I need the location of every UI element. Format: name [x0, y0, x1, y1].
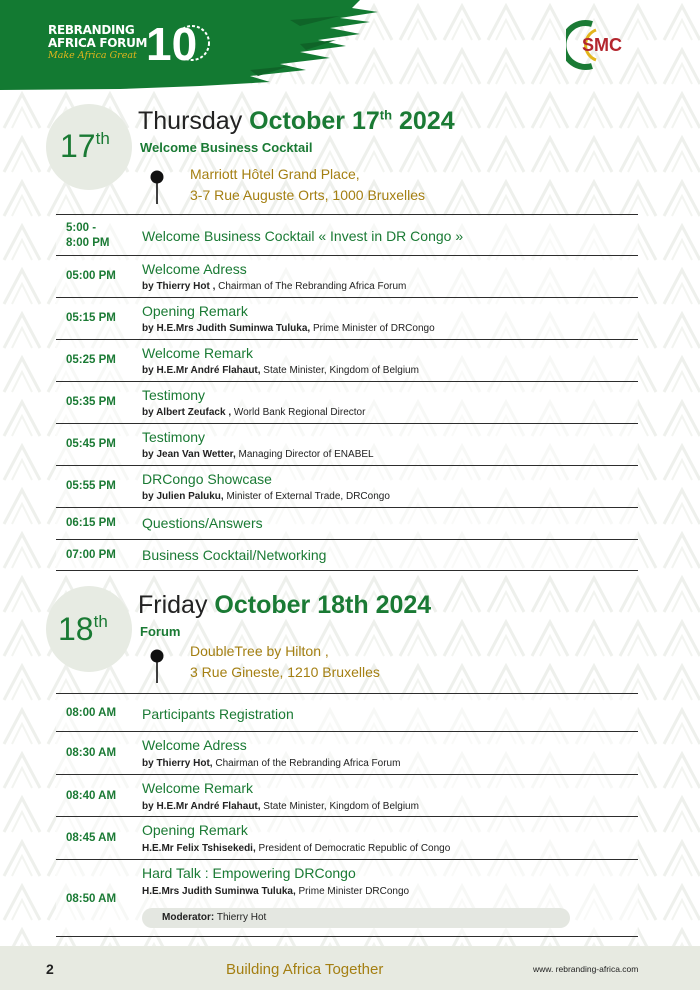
partner-logo-text: SMC: [582, 35, 622, 55]
page-number: 2: [46, 961, 54, 977]
row-time: 06:15 PM: [66, 517, 116, 529]
footer-url: www. rebranding-africa.com: [533, 964, 639, 974]
tenth-anniversary-logo: [146, 20, 212, 66]
row-title: Opening Remark: [142, 822, 248, 838]
day1-title: Thursday October 17th 2024: [138, 107, 455, 135]
schedule-row: [56, 774, 638, 816]
row-title: Hard Talk : Empowering DRCongo: [142, 865, 356, 881]
logo-line1: REBRANDING: [48, 23, 135, 37]
row-title: Welcome Adress: [142, 261, 247, 277]
row-time: 5:00 - 8:00 PM: [66, 222, 110, 249]
row-time: 08:00 AM: [66, 707, 117, 719]
day1-date-year: 2024: [399, 107, 455, 135]
schedule-row: [56, 731, 638, 774]
day1-venue-line2: 3-7 Rue Auguste Orts, 1000 Bruxelles: [190, 187, 426, 203]
row-speaker: by Thierry Hot, Chairman of the Rebranding Africa Forum: [142, 758, 401, 769]
day2-weekday: Friday: [138, 591, 208, 619]
schedule-row: [56, 214, 638, 255]
row-speaker: H.E.Mr Felix Tshisekedi, President of Democratic Republic of Congo: [142, 843, 451, 854]
schedule-row: [56, 255, 638, 297]
day2-subtitle: Forum: [140, 624, 181, 639]
moderator-badge: Moderator: Thierry Hot: [142, 908, 570, 928]
schedule-row: [56, 539, 638, 571]
row-time: 05:15 PM: [66, 312, 116, 324]
row-time: 05:55 PM: [66, 480, 116, 492]
row-title: Welcome Remark: [142, 345, 253, 361]
day2-date: October 18th 2024: [214, 591, 432, 619]
schedule-row: [56, 381, 638, 423]
logo-anniversary: 10: [146, 20, 198, 66]
day1-schedule-table: [56, 214, 638, 571]
schedule-row: [56, 339, 638, 381]
logo-tagline: Make Africa Great: [48, 50, 137, 61]
row-title: Opening Remark: [142, 303, 248, 319]
day2-title: [138, 591, 431, 620]
schedule-row: [56, 859, 638, 937]
logo-line2: AFRICA FORUM: [48, 36, 148, 50]
schedule-row: [56, 816, 638, 859]
day1-subtitle: Welcome Business Cocktail: [140, 140, 313, 155]
row-time: 05:00 PM: [66, 270, 116, 282]
day2-venue: [190, 641, 380, 683]
row-time: 08:50 AM: [66, 893, 117, 905]
day1-weekday: Thursday: [138, 107, 243, 135]
rebranding-africa-logo: [48, 24, 147, 62]
page-footer: [0, 946, 700, 990]
row-title: Welcome Adress: [142, 737, 247, 753]
row-speaker: by Julien Paluku, Minister of External Trade, DRCongo: [142, 491, 390, 502]
row-title: Welcome Business Cocktail « Invest in DR Congo »: [142, 228, 464, 244]
row-speaker: by Jean Van Wetter, Managing Director of ENABEL: [142, 449, 374, 460]
schedule-row: [56, 465, 638, 507]
row-title: Questions/Answers: [142, 515, 263, 531]
schedule-row: [56, 423, 638, 465]
row-speaker: H.E.Mrs Judith Suminwa Tuluka, Prime Minister DRCongo: [142, 886, 410, 897]
day1-venue-line1: Marriott Hôtel Grand Place,: [190, 166, 360, 182]
row-time: 05:45 PM: [66, 438, 116, 450]
day2-number: 18th: [58, 611, 108, 647]
row-time: 08:40 AM: [66, 790, 117, 802]
row-title: Testimony: [142, 387, 206, 403]
location-pin-icon: [150, 170, 164, 204]
day1-venue: [190, 164, 425, 206]
smc-logo: [566, 18, 652, 70]
row-title: Welcome Remark: [142, 780, 253, 796]
schedule-row: [56, 297, 638, 339]
schedule-row: [56, 507, 638, 539]
footer-tagline: Building Africa Together: [226, 961, 384, 978]
row-title: Business Cocktail/Networking: [142, 547, 327, 563]
day2-venue-line2: 3 Rue Gineste, 1210 Bruxelles: [190, 664, 380, 680]
day1-date-month: October 17: [249, 107, 380, 135]
row-speaker: by H.E.Mr André Flahaut, State Minister, Kingdom of Belgium: [142, 801, 419, 812]
row-speaker: by Thierry Hot , Chairman of The Rebranding Africa Forum: [142, 281, 407, 292]
row-title: Testimony: [142, 429, 206, 445]
row-speaker: by H.E.Mr André Flahaut, State Minister, Kingdom of Belgium: [142, 365, 419, 376]
row-speaker: by H.E.Mrs Judith Suminwa Tuluka, Prime Minister of DRCongo: [142, 323, 435, 334]
location-pin-icon: [150, 649, 164, 683]
schedule-row: [56, 693, 638, 731]
row-time: 08:30 AM: [66, 747, 117, 759]
day1-number: 17th: [60, 128, 110, 164]
row-time: 07:00 PM: [66, 549, 116, 561]
row-speaker: by Albert Zeufack , World Bank Regional Director: [142, 407, 366, 418]
row-time: 08:45 AM: [66, 832, 117, 844]
day2-schedule-table: [56, 693, 638, 937]
row-time: 05:35 PM: [66, 396, 116, 408]
row-title: Participants Registration: [142, 706, 294, 722]
row-title: DRCongo Showcase: [142, 471, 272, 487]
row-time: 05:25 PM: [66, 354, 116, 366]
day2-venue-line1: DoubleTree by Hilton ,: [190, 643, 329, 659]
